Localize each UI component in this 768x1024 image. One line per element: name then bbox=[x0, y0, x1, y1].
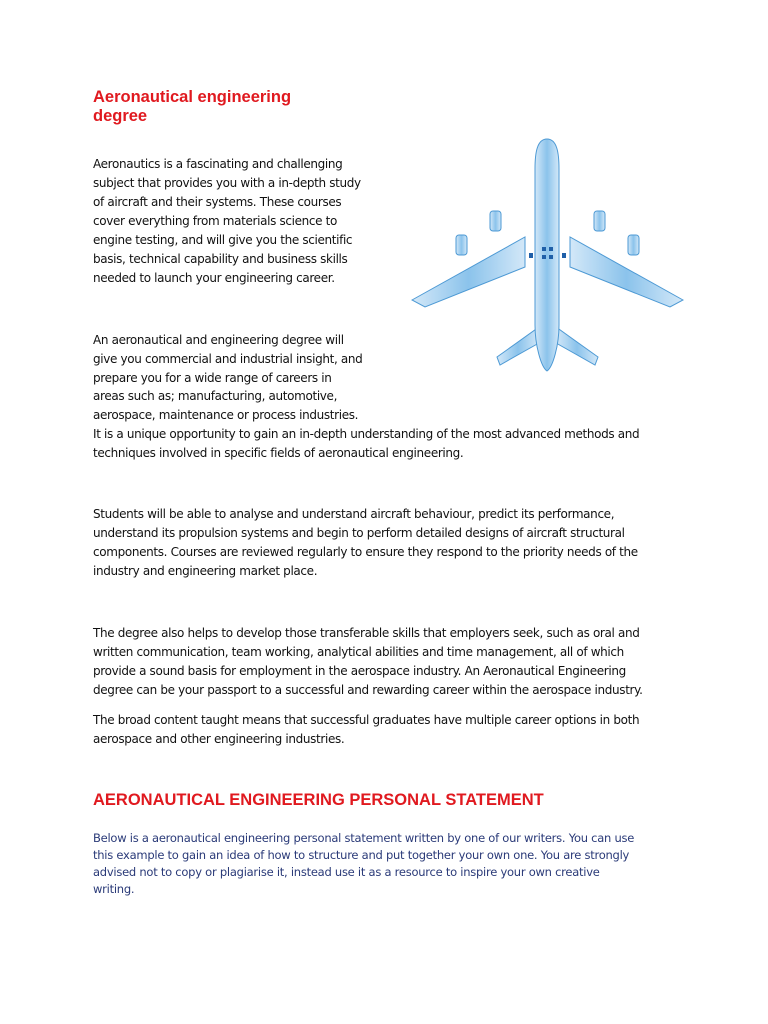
text-line: Aeronautics is a fascinating and challenging bbox=[93, 157, 343, 171]
text-line: components. Courses are reviewed regularly to ensure they respond to the priority needs of the bbox=[93, 545, 638, 559]
text-line: aerospace, maintenance or process industries. bbox=[93, 408, 359, 422]
section-heading: AERONAUTICAL ENGINEERING PERSONAL STATEMENT bbox=[93, 791, 544, 809]
text-line: prepare you for a wide range of careers in bbox=[93, 371, 332, 385]
text-line: It is a unique opportunity to gain an in-depth understanding of the most advanced methods and bbox=[93, 427, 640, 441]
text-line: writing. bbox=[93, 882, 135, 896]
text-line: The broad content taught means that successful graduates have multiple career options in both bbox=[93, 713, 640, 727]
text-line: subject that provides you with a in-depth study bbox=[93, 176, 361, 190]
text-line: cover everything from materials science to bbox=[93, 214, 337, 228]
text-line: basis, technical capability and business skills bbox=[93, 252, 348, 266]
text-line: aerospace and other engineering industries. bbox=[93, 732, 345, 746]
text-line: advised not to copy or plagiarise it, instead use it as a resource to inspire your own creative bbox=[93, 865, 600, 879]
text-line: engine testing, and will give you the scientific bbox=[93, 233, 353, 247]
text-line: Below is a aeronautical engineering personal statement written by one of our writers. You can use bbox=[93, 831, 635, 845]
title-line: degree bbox=[93, 107, 148, 125]
airplane-icon bbox=[405, 135, 690, 375]
text-line: this example to gain an idea of how to structure and put together your own one. You are strongly bbox=[93, 848, 630, 862]
text-line: degree can be your passport to a successful and rewarding career within the aerospace industry. bbox=[93, 683, 643, 697]
text-line: techniques involved in specific fields of aeronautical engineering. bbox=[93, 446, 464, 460]
text-line: needed to launch your engineering career. bbox=[93, 271, 335, 285]
text-line: of aircraft and their systems. These courses bbox=[93, 195, 342, 209]
text-line: The degree also helps to develop those transferable skills that employers seek, such as oral and bbox=[93, 626, 640, 640]
title-line: Aeronautical engineering bbox=[93, 88, 292, 106]
text-line: An aeronautical and engineering degree will bbox=[93, 333, 344, 347]
text-line: understand its propulsion systems and begin to perform detailed designs of aircraft structural bbox=[93, 526, 625, 540]
text-line: give you commercial and industrial insight, and bbox=[93, 352, 363, 366]
text-line: written communication, team working, analytical abilities and time management, all of which bbox=[93, 645, 624, 659]
page-title bbox=[93, 88, 291, 126]
text-line: provide a sound basis for employment in the aerospace industry. An Aeronautical Engineering bbox=[93, 664, 626, 678]
text-line: industry and engineering market place. bbox=[93, 564, 318, 578]
text-line: areas such as; manufacturing, automotive, bbox=[93, 389, 338, 403]
text-line: Students will be able to analyse and understand aircraft behaviour, predict its performance, bbox=[93, 507, 615, 521]
